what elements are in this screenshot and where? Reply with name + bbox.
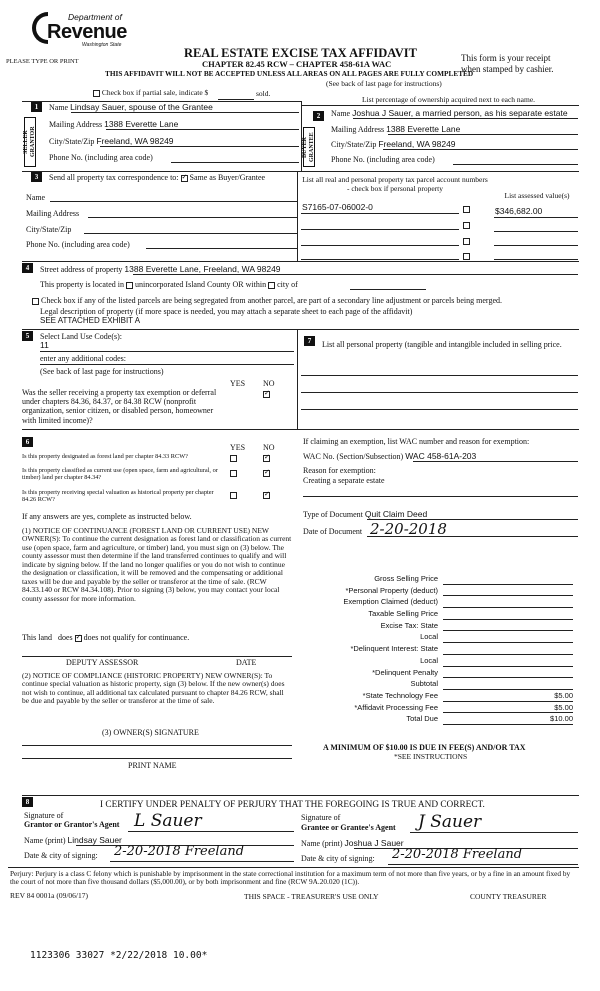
parcel-number[interactable]: S7165-07-06002-0 <box>302 202 373 212</box>
corr-city-label: City/State/Zip <box>26 225 72 234</box>
assessed-value[interactable]: $346,682.00 <box>495 206 543 216</box>
does-label: does <box>58 633 73 642</box>
tax-row <box>303 620 579 632</box>
tax-row-label: *State Technology Fee <box>362 690 438 700</box>
additional-codes-field[interactable] <box>40 364 294 365</box>
grantor-name-value[interactable]: Lindsay Sauer <box>67 835 122 845</box>
city-checkbox[interactable] <box>268 282 275 289</box>
tax-row-label: *Delinquent Penalty <box>372 667 438 677</box>
tax-row-value[interactable] <box>443 596 573 608</box>
county-treasurer-label: COUNTY TREASURER <box>470 892 547 901</box>
deputy-signature-line[interactable] <box>22 656 292 657</box>
doc-date-label: Date of Document <box>303 527 363 536</box>
additional-codes-label: enter any additional codes: <box>40 354 126 363</box>
section-5-badge: 5 <box>22 331 33 341</box>
print-name-line[interactable] <box>22 758 292 759</box>
land-use-code[interactable]: 11 <box>40 340 49 350</box>
same-as-buyer-label: Same as Buyer/Grantee <box>189 173 266 182</box>
certify-statement: I CERTIFY UNDER PENALTY OF PERJURY THAT THE FOREGOING IS TRUE AND CORRECT. <box>100 800 485 810</box>
buyer-name-value[interactable]: Joshua J Sauer, a married person, as his separate estate <box>352 108 568 118</box>
if-yes-note: If any answers are yes, complete as instructed below. <box>22 512 192 521</box>
tax-row-label: Local <box>420 632 438 642</box>
perjury-notice: Perjury: Perjury is a class C felony which is punishable by imprisonment in the state correctional institution for a maximum term of not more than five years, or by a fine in an amount fixed by the court of not more than five thousand dollars ($5,000.00), or by both imprisonment and fine (RCW 9A.20.020 (1C)). <box>10 869 571 887</box>
tax-row-label: Exemption Claimed (deduct) <box>343 597 438 607</box>
see-back: (See back of last page for instructions) <box>326 79 442 88</box>
s6-no-header: NO <box>263 443 275 452</box>
parcel-personal-checkbox-3[interactable] <box>463 238 470 245</box>
corr-mail-label: Mailing Address <box>26 209 80 218</box>
tax-row-value[interactable] <box>443 678 573 690</box>
forest-yes-checkbox[interactable] <box>230 455 237 462</box>
corr-name-field[interactable] <box>50 201 297 202</box>
grantor-signature[interactable]: L Sauer <box>134 811 202 831</box>
parcel-heading: List all real and personal property tax parcel account numbers - check box if personal property <box>302 175 488 193</box>
sold-label: sold. <box>256 89 271 98</box>
dor-logo <box>30 12 130 52</box>
exemption-heading: If claiming an exemption, list WAC number and reason for exemption: <box>303 437 530 446</box>
current-use-yes-checkbox[interactable] <box>230 470 237 477</box>
rev-number: REV 84 0001a (09/06/17) <box>10 891 88 900</box>
doc-date-value[interactable]: 2-20-2018 <box>370 520 447 538</box>
does-not-label: does not <box>83 633 111 642</box>
forest-question: Is this property designated as forest land per chapter 84.33 RCW? <box>22 453 188 460</box>
deputy-assessor-label: DEPUTY ASSESSOR <box>66 658 139 667</box>
reason-value[interactable]: Creating a separate estate <box>303 476 385 485</box>
form-title: REAL ESTATE EXCISE TAX AFFIDAVIT <box>184 46 417 60</box>
segregated-label: Check box if any of the listed parcels are being segregated from another parcel, are part of a secondary line adjustment or parcels being merged. <box>41 296 502 305</box>
grantor-name-label: Name (print) <box>24 836 66 845</box>
section-4-badge: 4 <box>22 263 33 273</box>
land-use-see-back: (See back of last page for instructions) <box>40 367 164 376</box>
tax-row-value[interactable] <box>443 631 573 643</box>
grantor-agent-label: Grantor or Grantor's Agent <box>24 820 120 829</box>
tax-row <box>303 608 579 620</box>
receipt-line2: when stamped by cashier. <box>461 64 554 74</box>
tax-row <box>303 585 579 597</box>
section-3-badge: 3 <box>31 172 42 182</box>
assessed-heading: List assessed value(s) <box>504 191 570 200</box>
tax-row <box>303 678 579 690</box>
historic-no-checkbox[interactable] <box>263 492 270 499</box>
tax-row-label: Taxable Selling Price <box>368 609 438 619</box>
qualify-label: qualify for continuance. <box>112 633 190 642</box>
grantee-date-value[interactable]: 2-20-2018 Freeland <box>392 847 523 862</box>
tax-row-value[interactable] <box>443 573 573 585</box>
tax-row <box>303 631 579 643</box>
ownership-note: List percentage of ownership acquired next to each name. <box>362 95 536 104</box>
tax-row <box>303 667 579 679</box>
corr-phone-field[interactable] <box>146 248 297 249</box>
legal-value[interactable]: SEE ATTACHED EXHIBIT A <box>40 316 141 325</box>
grantee-date-label: Date & city of signing: <box>301 854 375 863</box>
wac-value[interactable]: WAC 458-61A-203 <box>405 451 477 461</box>
form-chapter: CHAPTER 82.45 RCW – CHAPTER 458-61A WAC <box>202 59 392 69</box>
notice-compliance: (2) NOTICE OF COMPLIANCE (HISTORIC PROPERTY) NEW OWNER(S): To continue special valuation as historic property, sign (3) below. If the new owner(s) does not wish to continue, all additional tax calculated pursuant to chapter 84.26 RCW, shall be due and payable by the seller or transferor at the time of sale. <box>22 671 285 706</box>
buyer-mail-label: Mailing Address <box>331 125 385 134</box>
tax-row-value[interactable]: $10.00 <box>443 713 573 725</box>
tax-row-value[interactable] <box>443 667 573 679</box>
unincorporated-checkbox[interactable] <box>126 282 133 289</box>
tax-row <box>303 702 579 714</box>
personal-property-label: List all personal property (tangible and intangible included in selling price. <box>322 340 562 349</box>
section-8-badge: 8 <box>22 797 33 807</box>
tax-row-label: *Affidavit Processing Fee <box>354 702 438 712</box>
tax-row <box>303 713 579 725</box>
tax-row <box>303 643 579 655</box>
form-warning: THIS AFFIDAVIT WILL NOT BE ACCEPTED UNLESS ALL AREAS ON ALL PAGES ARE FULLY COMPLETED <box>105 69 474 78</box>
tax-row <box>303 655 579 667</box>
tax-row-value[interactable] <box>443 620 573 632</box>
section-1-badge: 1 <box>31 102 42 112</box>
section-7-badge: 7 <box>304 336 315 346</box>
parcel-personal-checkbox-4[interactable] <box>463 253 470 260</box>
unincorporated-label: unincorporated Island County OR within <box>134 280 267 289</box>
historic-yes-checkbox[interactable] <box>230 492 237 499</box>
forest-no-checkbox[interactable] <box>263 455 270 462</box>
exemption-question: Was the seller receiving a property tax exemption or deferral under chapters 84.36, 84.37, or 84.38 RCW (nonprofit organization, senior citizen, or disabled person, homeowner with limited income)? <box>22 388 217 425</box>
tax-row-label: Subtotal <box>410 679 438 689</box>
tax-row-label: Total Due <box>406 714 438 724</box>
grantor-sig-label: Signature of <box>24 811 64 820</box>
parcel-personal-checkbox-1[interactable] <box>463 206 470 213</box>
grantor-date-label: Date & city of signing: <box>24 851 98 860</box>
located-label: This property is located in <box>40 280 124 289</box>
see-instructions: *SEE INSTRUCTIONS <box>394 752 468 761</box>
seller-grantor-tag: SELLER GRANTOR <box>24 117 36 167</box>
seller-phone-field[interactable] <box>171 162 299 163</box>
corr-city-field[interactable] <box>84 233 297 234</box>
owner-signature-line[interactable] <box>22 745 292 746</box>
tax-row-value[interactable]: $5.00 <box>443 702 573 714</box>
buyer-phone-label: Phone No. (including area code) <box>331 155 435 164</box>
logo-state-text: Washington State <box>82 42 122 48</box>
seller-mail-label: Mailing Address <box>49 120 103 129</box>
tax-row <box>303 690 579 702</box>
land-does-label: This land <box>22 633 52 642</box>
buyer-grantee-tag: BUYER GRANTEE <box>303 127 315 167</box>
receipt-line1: This form is your receipt <box>461 53 551 63</box>
logo-revenue-text: Revenue <box>47 21 127 43</box>
section-6-badge: 6 <box>22 437 33 447</box>
land-use-label: Select Land Use Code(s): <box>40 332 122 341</box>
corr-name-label: Name <box>26 193 46 202</box>
wac-label: WAC No. (Section/Subsection) <box>303 452 404 461</box>
minimum-due-note: A MINIMUM OF $10.00 IS DUE IN FEE(S) AND/OR TAX <box>323 743 526 752</box>
notice-continuance: (1) NOTICE OF CONTINUANCE (FOREST LAND OR CURRENT USE) NEW OWNER(S): To continue the current designation as forest land or classification as current use (open space, farm and agriculture, or timber) land, you must sign on (3) below. The county assessor must then determine if the land transferred continues to qualify and will indicate by signing below. If the land no longer qualifies or you do not wish to continue the designation or classification, it will be removed and the compensating or additional taxes will be due and payable by the seller or transferor at the time of sale. (RCW 84.33.140 or RCW 84.34.108). Prior to signing (3) below, you may contact your local county assessor for more information. <box>22 526 292 603</box>
grantor-date-value[interactable]: 2-20-2018 Freeland <box>114 844 245 859</box>
legal-label: Legal description of property (if more space is needed, you may attach a separate sheet to each page of the affidavit) <box>40 307 413 316</box>
print-name-label: PRINT NAME <box>128 761 177 770</box>
tax-row <box>303 596 579 608</box>
buyer-phone-field[interactable] <box>453 164 578 165</box>
seller-phone-label: Phone No. (including area code) <box>49 153 153 162</box>
grantee-signature[interactable]: J Sauer <box>418 812 482 832</box>
street-label: Street address of property <box>40 265 123 274</box>
s6-yes-header: YES <box>230 443 246 452</box>
tax-row-value[interactable] <box>443 585 573 597</box>
tax-row <box>303 573 579 585</box>
partial-sale-label: Check box if partial sale, indicate $ <box>101 88 209 97</box>
partial-sale-checkbox[interactable] <box>93 90 100 97</box>
please-type: PLEASE TYPE OR PRINT <box>6 58 79 65</box>
exemption-no-checkbox[interactable] <box>263 391 270 398</box>
historic-question: Is this property receiving special valuation as historical property per chapter 84.26 RCW? <box>22 489 214 504</box>
tax-row-value[interactable] <box>443 655 573 667</box>
tax-row-label: Local <box>420 655 438 665</box>
grantee-agent-label: Grantee or Grantee's Agent <box>301 823 396 832</box>
seller-name-label: Name <box>49 103 69 112</box>
buyer-mail-value[interactable]: 1388 Everette Lane <box>386 124 461 134</box>
deputy-date-label: DATE <box>236 658 257 667</box>
parcel-personal-checkbox-2[interactable] <box>463 222 470 229</box>
city-of-label: city of <box>277 280 298 289</box>
send-correspondence-label: Send all property tax correspondence to: <box>49 173 179 182</box>
corr-mail-field[interactable] <box>88 217 297 218</box>
does-not-checkbox[interactable] <box>75 635 82 642</box>
street-value[interactable]: 1388 Everette Lane, Freeland, WA 98249 <box>124 264 281 274</box>
owner-signature-label: (3) OWNER(S) SIGNATURE <box>102 728 199 737</box>
s5-no-header: NO <box>263 379 275 388</box>
doc-type-label: Type of Document <box>303 510 363 519</box>
tax-row-value[interactable] <box>443 608 573 620</box>
current-use-no-checkbox[interactable] <box>263 470 270 477</box>
s5-yes-header: YES <box>230 379 246 388</box>
reason-label: Reason for exemption: <box>303 466 376 475</box>
buyer-city-label: City/State/Zip <box>331 140 377 149</box>
city-of-field[interactable] <box>350 289 426 290</box>
doc-type-value[interactable]: Quit Claim Deed <box>364 509 428 519</box>
seller-name-value[interactable]: Lindsay Sauer, spouse of the Grantee <box>70 102 213 112</box>
seller-mail-value[interactable]: 1388 Everette Lane <box>104 119 179 129</box>
same-as-buyer-checkbox[interactable] <box>181 175 188 182</box>
segregated-checkbox[interactable] <box>32 298 39 305</box>
logo-dept-text: Department of <box>68 12 122 22</box>
tax-row-label: Gross Selling Price <box>374 574 438 583</box>
tax-row-label: *Personal Property (deduct) <box>345 585 438 595</box>
tax-table <box>303 573 579 725</box>
buyer-city-value[interactable]: Freeland, WA 98249 <box>378 139 456 149</box>
tax-row-label: Excise Tax: State <box>380 620 438 630</box>
tax-row-value[interactable] <box>443 643 573 655</box>
tax-row-value[interactable]: $5.00 <box>443 690 573 702</box>
buyer-name-label: Name <box>331 109 351 118</box>
seller-city-value[interactable]: Freeland, WA 98249 <box>96 136 174 146</box>
seller-city-label: City/State/Zip <box>49 137 95 146</box>
tax-row-label: *Delinquent Interest: State <box>350 644 438 654</box>
grantee-sig-label: Signature of <box>301 813 341 822</box>
grantee-name-label: Name (print) <box>301 839 343 848</box>
corr-phone-label: Phone No. (including area code) <box>26 240 130 249</box>
grantee-name-value[interactable]: Joshua J Sauer <box>344 838 404 848</box>
treasurer-use-only: THIS SPACE - TREASURER'S USE ONLY <box>244 892 379 901</box>
section-2-badge: 2 <box>313 111 324 121</box>
current-use-question: Is this property classified as current use (open space, farm and agricultural, or timber) land per chapter 84.34? <box>22 467 218 482</box>
receipt-stamp: 1123306 33027 *2/22/2018 10.00* <box>30 950 208 961</box>
